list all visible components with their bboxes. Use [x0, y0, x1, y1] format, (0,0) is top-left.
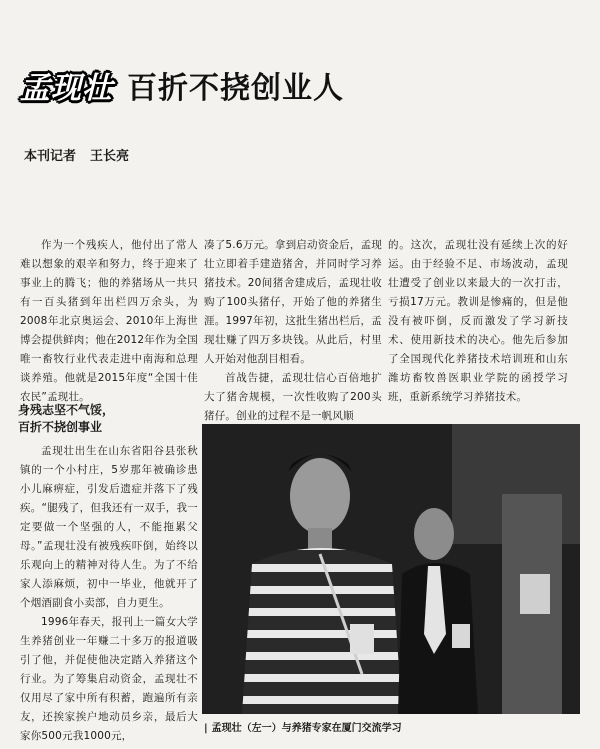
byline	[24, 145, 129, 164]
body-paragraph: 的。这次，孟现壮没有延续上次的好运。由于经验不足、市场波动，孟现壮遭受了创业以来最大的一次打击，亏损17万元。教训是惨痛的，但是他没有被吓倒，反而激发了学习新技术、使用新技术的决心。他先后参加了全国现代化养猪技术培训班和山东潍坊畜牧兽医职业学院的函授学习班，重新系统学习养猪技术。	[388, 239, 568, 403]
body-paragraph: 首战告捷，孟现壮信心百倍地扩大了猪舍规模，一次性收购了200头猪仔。创业的过程不是一帆风顺	[204, 372, 382, 422]
column-1-bottom	[20, 442, 198, 746]
section-heading-line-2: 百折不挠创事业	[18, 420, 103, 434]
byline-role: 本刊记者	[24, 149, 77, 164]
section-heading-line-1: 身残志坚不气馁，	[18, 403, 115, 417]
photo-caption: | 孟现壮（左一）与养猪专家在厦门交流学习	[204, 719, 402, 734]
body-paragraph: 1996年春天，报刊上一篇女大学生养猪创业一年赚二十多万的报道吸引了他，并促使他决定踏入养猪这个行业。为了筹集启动资金，孟现壮不仅用尽了家中所有积蓄，跑遍所有亲友，还挨家挨户地动员乡亲，最后大家你500元我1000元，	[20, 616, 198, 742]
column-2	[204, 236, 382, 426]
intro-paragraph: 作为一个残疾人，他付出了常人难以想象的艰辛和努力，终于迎来了事业上的腾飞；他的养猪场从一共只有一百头猪到年出栏四万余头，为2008年北京奥运会、2010年上海世博会提供鲜肉；他在2012年作为全国唯一畜牧行业代表走进中南海和总理谈养殖。他就是2015年度“全国十佳农民”孟现壮。	[20, 239, 198, 403]
section-heading	[18, 402, 198, 436]
body-paragraph: 孟现壮出生在山东省阳谷县张秋镇的一个小村庄，5岁那年被确诊患小儿麻痹症，引发后遗症并落下了残疾。“腿残了，但我还有一双手，我一定要做一个坚强的人，不能拖累父母。”孟现壮没有被残疾吓倒，始终以乐观向上的精神对待人生。为了不给家人添麻烦，初中一毕业，他就开了个烟酒副食小卖部，自力更生。	[20, 445, 198, 609]
title-subtitle: 百折不挠创业人	[127, 71, 344, 106]
photo-illustration	[202, 424, 580, 714]
article-title	[20, 71, 344, 106]
column-3	[388, 236, 568, 407]
body-paragraph: 凑了5.6万元。拿到启动资金后，孟现壮立即着手建造猪舍，并同时学习养猪技术。20间猪舍建成后，孟现壮收购了100头猪仔，开始了他的养猪生涯。1997年初，这批生猪出栏后，孟现壮赚了四万多块钱。从此后，村里人开始对他刮目相看。	[204, 239, 382, 365]
column-1-top	[20, 236, 198, 407]
byline-author: 王长亮	[90, 149, 130, 164]
article-photo	[202, 424, 580, 714]
title-name: 孟现壮	[20, 71, 113, 106]
